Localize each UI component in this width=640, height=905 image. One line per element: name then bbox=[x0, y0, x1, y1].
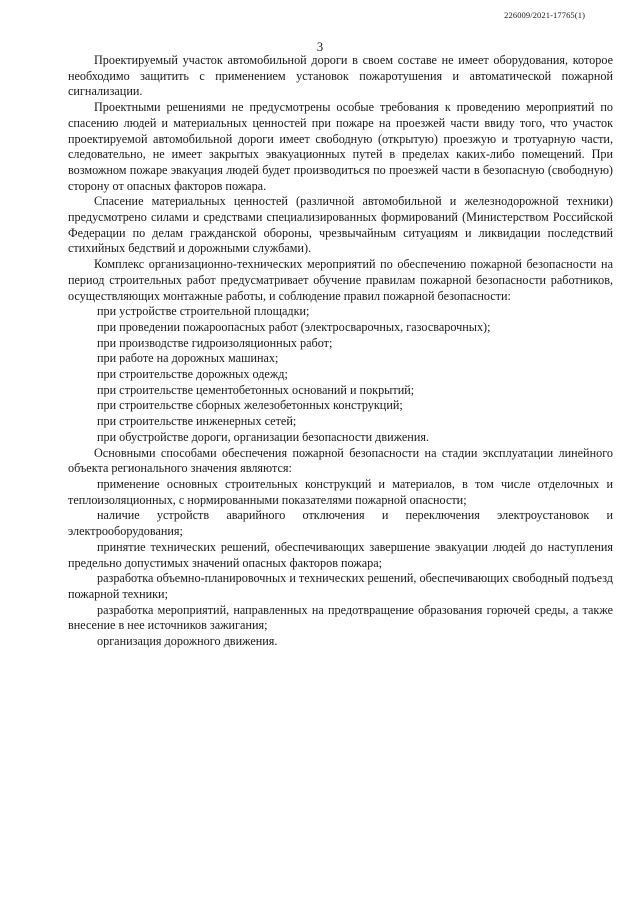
paragraph: Проектируемый участок автомобильной дороги в своем составе не имеет оборудования, которое необходимо защитить с применением установок пожаротушения и автоматической пожарной сигнализации. bbox=[68, 53, 613, 99]
list-item: при проведении пожароопасных работ (электросварочных, газосварочных); bbox=[97, 319, 491, 334]
list-item: применение основных строительных конструкций и материалов, в том числе отделочных и теплоизоляционных, с нормированными показателями пожарной опасности; bbox=[68, 476, 613, 507]
paragraph: Спасение материальных ценностей (различной автомобильной и железнодорожной техники) предусмотрено силами и средствами специализированных формирований (Министерством Российской Федерации по делам гражданской обороны, чрезвычайным ситуациям и ликвидации последствий стихийных бедствий и дорожными службами). bbox=[68, 194, 613, 256]
list-item: при строительстве инженерных сетей; bbox=[97, 414, 297, 429]
list-item: разработка объемно-планировочных и технических решений, обеспечивающих свободный подъезд пожарной техники; bbox=[68, 571, 613, 601]
document-body bbox=[68, 53, 613, 650]
list-item: при строительстве сборных железобетонных конструкций; bbox=[97, 398, 403, 413]
page-number: 3 bbox=[316, 40, 324, 54]
list-item: при устройстве строительной площадки; bbox=[97, 304, 310, 319]
paragraph: Проектными решениями не предусмотрены особые требования к проведению мероприятий по спасению людей и материальных ценностей при пожаре на проезжей части ввиду того, что участок проектируемой автомобильной дороги имеет свободную (открытую) проезжую и тротуарную части, следовательно, не имеет закрытых эвакуационных путей в пределах каких-либо помещений. При возможном пожаре эвакуация людей будет производиться по проезжей части в безопасную (свободную) сторону от опасных факторов пожара. bbox=[68, 100, 613, 193]
list-item: разработка мероприятий, направленных на предотвращение образования горючей среды, а также внесение в нее источников зажигания; bbox=[68, 602, 613, 633]
list-item: при работе на дорожных машинах; bbox=[97, 351, 279, 366]
list-item: принятие технических решений, обеспечивающих завершение эвакуации людей до наступления предельно допустимых значений опасных факторов пожара; bbox=[68, 539, 613, 570]
document-id: 226009/2021-17765(1) bbox=[504, 10, 585, 20]
paragraph: Комплекс организационно-технических мероприятий по обеспечению пожарной безопасности на период строительных работ предусматривает обучение правилам пожарной безопасности работников, осуществляющих монтажные работы, и соблюдение правил пожарной безопасности: bbox=[68, 257, 613, 303]
list-item: при производстве гидроизоляционных работ; bbox=[97, 335, 333, 350]
list-item: организация дорожного движения. bbox=[97, 634, 278, 649]
list-item: при обустройстве дороги, организации безопасности движения. bbox=[97, 429, 429, 444]
list-item: при строительстве цементобетонных оснований и покрытий; bbox=[97, 382, 415, 397]
list-item: наличие устройств аварийного отключения и переключения электроустановок и электрооборудования; bbox=[68, 508, 613, 539]
paragraph: Основными способами обеспечения пожарной безопасности на стадии эксплуатации линейного объекта регионального значения являются: bbox=[68, 445, 613, 476]
list-item: при строительстве дорожных одежд; bbox=[97, 367, 288, 382]
